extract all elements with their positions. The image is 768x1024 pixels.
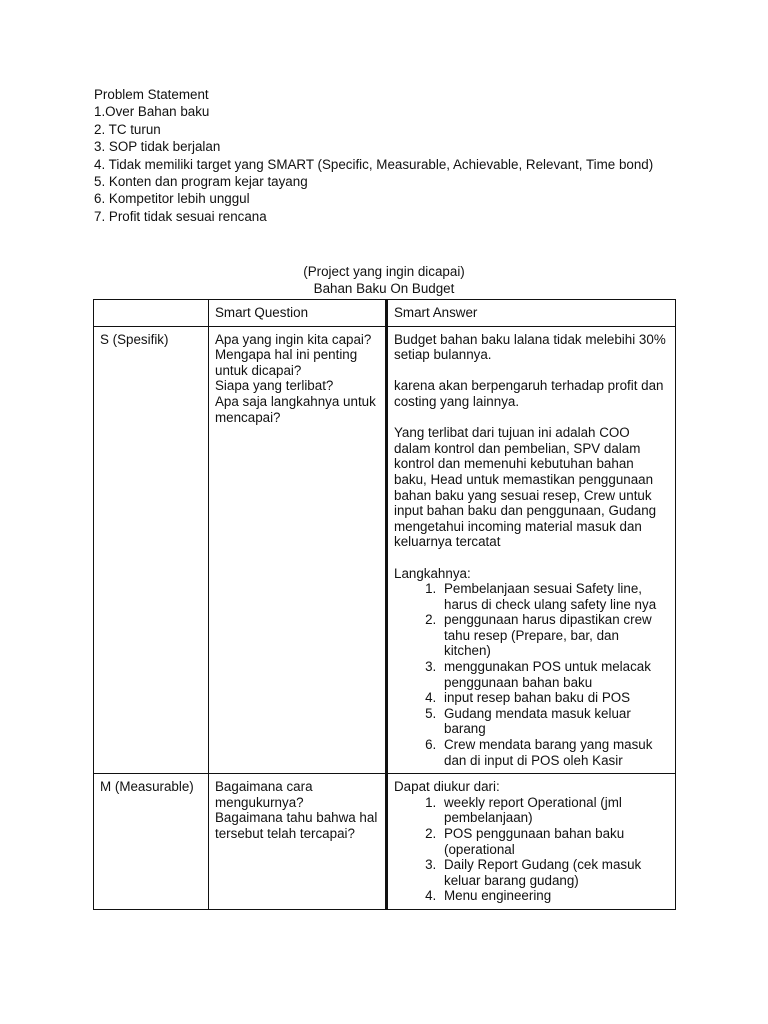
table-row-measurable — [94, 774, 676, 910]
problem-item: 5. Konten dan program kejar tayang — [94, 174, 308, 190]
list-item: 1. weekly report Operational (jml pembelanjaan) — [440, 795, 669, 826]
smart-question-cell — [209, 774, 387, 910]
list-item: 5. Gudang mendata masuk keluar barang — [440, 706, 669, 737]
row-label: S (Spesifik) — [94, 326, 209, 774]
list-item: 6. Crew mendata barang yang masuk dan di input di POS oleh Kasir — [440, 737, 669, 768]
smart-question-cell — [209, 326, 387, 774]
answer-paragraph: Budget bahan baku lalana tidak melebihi 30% setiap bulannya. — [394, 331, 666, 363]
row-label: M (Measurable) — [94, 774, 209, 910]
list-item: 4. input resep bahan baku di POS — [440, 690, 669, 706]
project-caption — [94, 263, 674, 298]
problem-item: 7. Profit tidak sesuai rencana — [94, 208, 267, 224]
problem-item: 3. SOP tidak berjalan — [94, 139, 221, 155]
question-line: Siapa yang terlibat? — [215, 378, 334, 394]
question-text — [215, 779, 379, 841]
table-header-row — [94, 300, 676, 327]
question-line: Mengapa hal ini penting untuk dicapai? — [215, 347, 358, 378]
steps-list — [394, 581, 669, 768]
header-empty-cell — [94, 300, 209, 327]
list-item: 2. POS penggunaan bahan baku (operational — [440, 826, 669, 857]
caption-line-1: (Project yang ingin dicapai) — [303, 264, 465, 279]
question-text — [215, 332, 379, 426]
table-row-specific — [94, 326, 676, 774]
header-smart-question: Smart Question — [209, 300, 387, 327]
smart-answer-cell — [387, 774, 676, 910]
smart-table — [93, 299, 676, 910]
question-line: Apa saja langkahnya untuk mencapai? — [215, 393, 376, 425]
caption-line-2: Bahan Baku On Budget — [313, 281, 455, 297]
problem-statement — [94, 86, 674, 225]
answer-intro: Dapat diukur dari: — [394, 779, 500, 795]
answer-paragraph: karena akan berpengaruh terhadap profit dan costing yang lainnya. — [394, 378, 664, 409]
list-item: 3. Daily Report Gudang (cek masuk keluar barang gudang) — [440, 857, 669, 888]
list-item: 1. Pembelanjaan sesuai Safety line, harus di check ulang safety line nya — [440, 581, 669, 612]
problem-item: 6. Kompetitor lebih unggul — [94, 191, 250, 207]
problem-heading: Problem Statement — [94, 87, 209, 102]
answer-paragraph: Yang terlibat dari tujuan ini adalah COO dalam kontrol dan pembelian, SPV dalam kontrol dan memenuhi kebutuhan bahan baku, Head untuk memastikan penggunaan bahan baku yang sesuai resep, Crew untuk input bahan baku dan penggunaan, Gudang mengetahui incoming material masuk dan keluarnya tercatat — [394, 425, 657, 550]
question-line: Bagaimana tahu bahwa hal tersebut telah tercapai? — [215, 810, 378, 841]
problem-item: 4. Tidak memiliki target yang SMART (Specific, Measurable, Achievable, Relevant, Time bond) — [94, 156, 654, 172]
list-item: 2. penggunaan harus dipastikan crew tahu resep (Prepare, bar, dan kitchen) — [440, 612, 669, 659]
list-item: 4. Menu engineering — [440, 888, 669, 904]
list-item: 3. menggunakan POS untuk melacak penggunaan bahan baku — [440, 659, 669, 690]
header-smart-answer: Smart Answer — [387, 300, 676, 327]
problem-item: 1.Over Bahan baku — [94, 104, 210, 120]
smart-answer-cell — [387, 326, 676, 774]
problem-item: 2. TC turun — [94, 121, 161, 137]
question-line: Bagaimana cara mengukurnya? — [215, 779, 313, 810]
steps-block — [394, 566, 669, 769]
steps-list — [394, 795, 669, 904]
question-line: Apa yang ingin kita capai? — [215, 331, 372, 347]
steps-title: Langkahnya: — [394, 565, 471, 581]
